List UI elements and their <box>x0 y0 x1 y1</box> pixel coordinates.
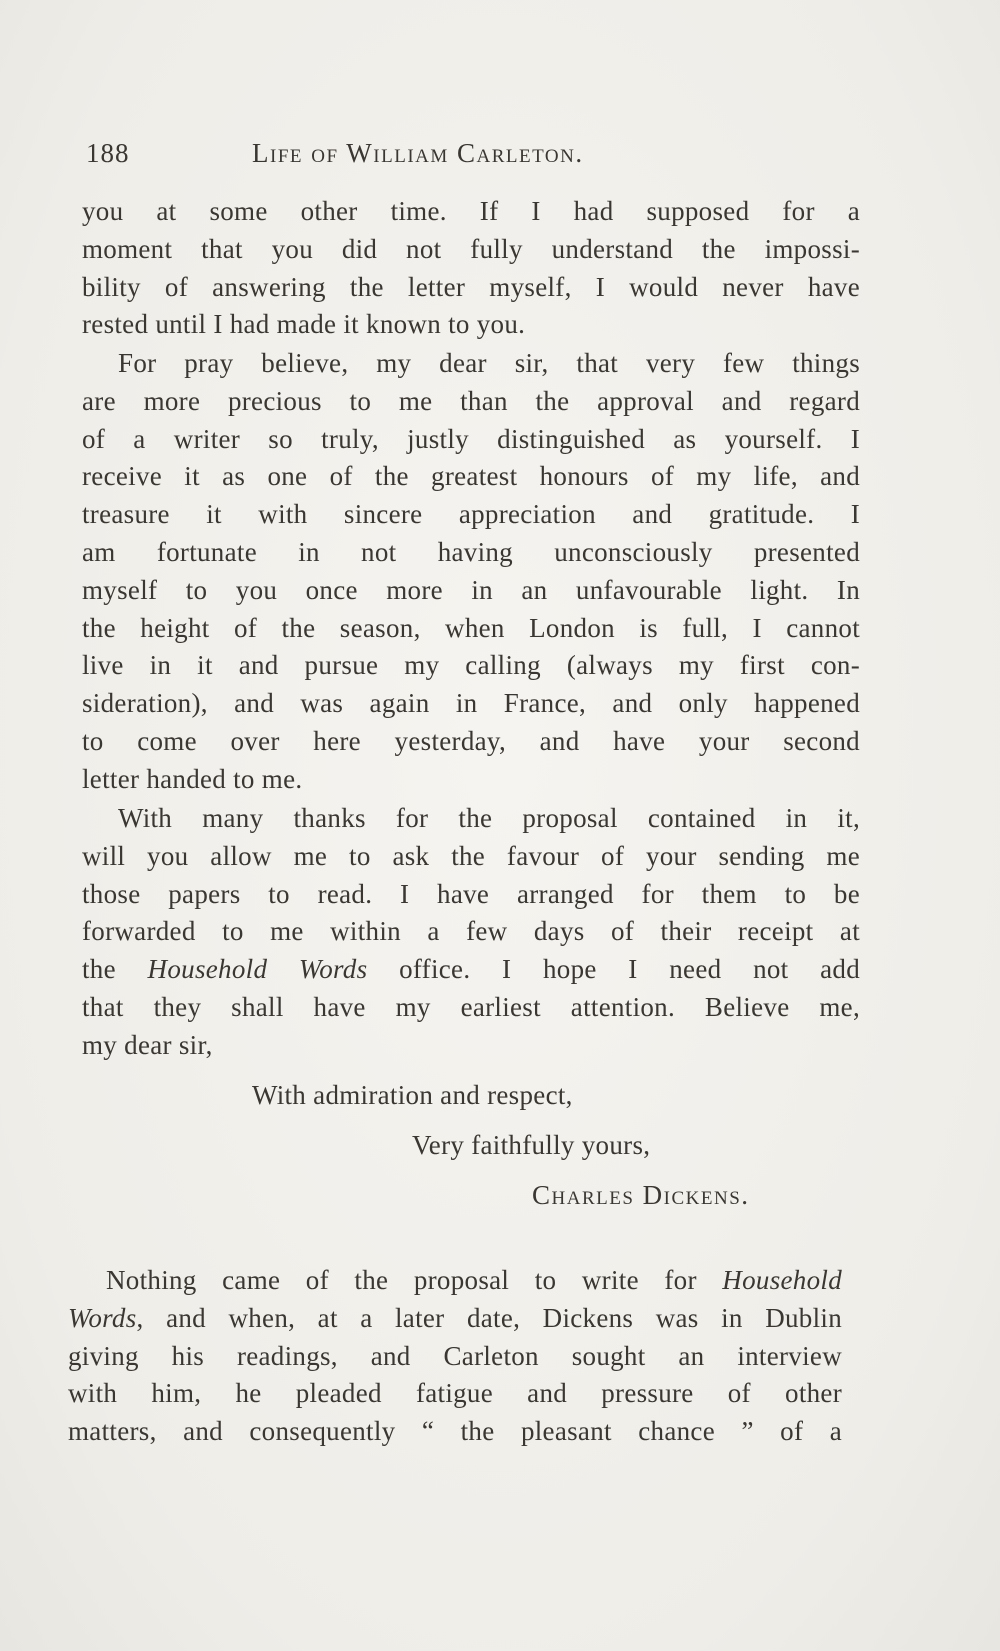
text-line: am fortunate in not having unconsciously presented <box>82 536 860 567</box>
text-line <box>68 1262 842 1300</box>
text-line: myself to you once more in an unfavourable light. In <box>82 574 860 605</box>
text-line: letter handed to me. <box>82 763 303 794</box>
text-segment: Nothing came of the proposal to write for <box>106 1265 723 1295</box>
text-line: those papers to read. I have arranged for them to be <box>82 878 860 909</box>
letter-paragraph-2 <box>82 345 860 799</box>
text-line: that they shall have my earliest attention. Believe me, <box>82 991 860 1022</box>
italic-title: Household <box>722 1265 842 1295</box>
text-line: live in it and pursue my calling (always my first con- <box>82 650 860 681</box>
text-segment: office. I hope I need not add <box>367 954 860 985</box>
text-line: you at some other time. If I had supposed for a <box>82 196 860 226</box>
text-line: to come over here yesterday, and have your second <box>82 725 860 756</box>
text-line: With many thanks for the proposal contained in it, <box>118 803 860 833</box>
text-line: giving his readings, and Carleton sought an interview <box>68 1340 842 1371</box>
text-line: receive it as one of the greatest honours of my life, and <box>82 461 860 492</box>
page-number: 188 <box>86 138 130 168</box>
running-head: Life of William Carleton. <box>252 138 584 168</box>
text-line: bility of answering the letter myself, I would never have <box>82 271 860 302</box>
italic-title: Household Words <box>147 954 368 985</box>
narrative-paragraph <box>68 1262 842 1451</box>
text-line: with him, he pleaded fatigue and pressure of other <box>68 1378 842 1409</box>
text-line: the height of the season, when London is full, I cannot <box>82 612 860 643</box>
text-line <box>82 951 860 989</box>
closing-line-2: Very faithfully yours, <box>412 1130 651 1160</box>
signature: Charles Dickens. <box>532 1180 750 1210</box>
text-segment: the <box>82 954 148 985</box>
text-line: are more precious to me than the approval and regard <box>82 385 860 416</box>
page-header <box>86 138 706 178</box>
text-line: treasure it with sincere appreciation and gratitude. I <box>82 499 860 530</box>
letter-paragraph-1 <box>82 193 860 344</box>
text-line: my dear sir, <box>82 1029 213 1060</box>
text-segment: , and when, at a later date, Dickens was in Dublin <box>136 1302 842 1333</box>
text-line: sideration), and was again in France, and only happened <box>82 688 860 719</box>
text-line: will you allow me to ask the favour of your sending me <box>82 840 860 871</box>
text-line: rested until I had made it known to you. <box>82 309 526 340</box>
italic-title: Words <box>68 1302 137 1333</box>
text-line: For pray believe, my dear sir, that very few things <box>118 348 860 378</box>
letter-paragraph-3 <box>82 800 860 1065</box>
text-line: moment that you did not fully understand the impossi- <box>82 233 860 264</box>
closing-line-1: With admiration and respect, <box>252 1080 573 1110</box>
text-line <box>68 1300 842 1338</box>
text-line: matters, and consequently “ the pleasant chance ” of a <box>68 1416 842 1447</box>
text-line: forwarded to me within a few days of their receipt at <box>82 916 860 947</box>
text-line: of a writer so truly, justly distinguished as yourself. I <box>82 423 860 454</box>
